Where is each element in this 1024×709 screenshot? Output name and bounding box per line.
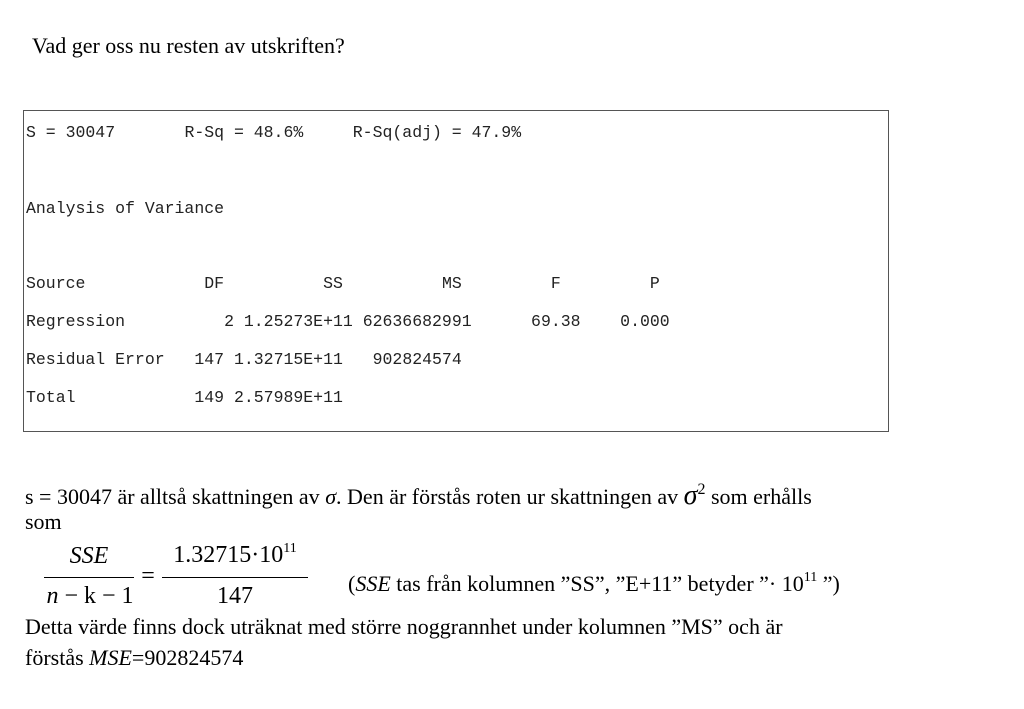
- col-ss: SS: [323, 274, 343, 293]
- col-f: F: [550, 274, 561, 293]
- sigma-symbol: σ: [683, 480, 698, 511]
- table-row: [26, 388, 343, 408]
- col-ms: MS: [441, 274, 462, 293]
- closing-line-1: Detta värde finns dock uträknat med större noggrannhet under kolumnen ”MS” och är: [25, 614, 783, 639]
- col-source: Source: [26, 274, 86, 293]
- row-df: 2: [224, 312, 234, 331]
- rsq-value: R-Sq = 48.6%: [184, 123, 304, 142]
- explanation-line-2: som: [25, 509, 62, 534]
- summary-line: [26, 123, 521, 143]
- anova-header-row: [26, 274, 660, 294]
- rsq-adj-value: R-Sq(adj) = 47.9%: [352, 123, 522, 142]
- note-text: (: [348, 571, 356, 596]
- table-row: [26, 312, 670, 332]
- explanation-text: . Den är förstås roten ur skattningen av: [336, 484, 684, 509]
- explanation-text: som erhålls: [705, 484, 812, 509]
- denominator-rest: − k − 1: [58, 583, 134, 609]
- s-value: S = 30047: [26, 123, 116, 142]
- rhs-denominator: 147: [217, 583, 253, 609]
- rhs-fraction-bar: [162, 577, 308, 578]
- lhs-fraction-bar: [44, 577, 134, 578]
- row-ss: 2.57989E+11: [233, 388, 343, 407]
- row-source: Regression: [26, 312, 126, 331]
- row-ss: 1.32715E+11: [233, 350, 343, 369]
- col-df: DF: [204, 274, 225, 293]
- note-exponent: 11: [803, 570, 818, 585]
- row-p: 0.000: [620, 312, 670, 331]
- rhs-mantissa: 1.32715·10: [173, 542, 284, 568]
- explanation-line-1: [25, 476, 812, 511]
- mse-label: MSE: [89, 645, 132, 670]
- note-sse: SSE: [355, 571, 391, 596]
- closing-text: förstås: [25, 645, 90, 670]
- lhs-denominator: [40, 583, 140, 610]
- explanation-text: s = 30047 är alltså skattningen av: [25, 484, 326, 509]
- anova-title: Analysis of Variance: [26, 199, 225, 218]
- row-df: 147: [194, 350, 225, 369]
- minitab-output-box: [23, 110, 889, 432]
- row-df: 149: [194, 388, 225, 407]
- row-source: Residual Error: [26, 350, 165, 369]
- note-text: tas från kolumnen ”SS”, ”E+11” betyder ”· 10: [390, 571, 804, 596]
- rhs-numerator: [160, 541, 310, 569]
- rhs-exponent: 11: [283, 541, 297, 556]
- mse-value: =902824574: [131, 645, 244, 670]
- row-source: Total: [26, 388, 76, 407]
- table-row: [26, 350, 462, 370]
- formula-note: [348, 564, 840, 598]
- sigma-exponent: 2: [697, 481, 706, 498]
- lhs-numerator: SSE: [69, 543, 109, 569]
- col-p: P: [649, 274, 660, 293]
- slide-heading: Vad ger oss nu resten av utskriften?: [32, 33, 345, 58]
- note-text: ”): [817, 571, 840, 596]
- row-ss: 1.25273E+11: [243, 312, 353, 331]
- equals-sign: =: [141, 563, 155, 589]
- closing-line-2: [25, 644, 243, 672]
- sigma-symbol: σ: [325, 484, 337, 509]
- row-f: 69.38: [531, 312, 581, 331]
- row-ms: 62636682991: [362, 312, 472, 331]
- n-variable: n: [46, 583, 59, 609]
- row-ms: 902824574: [372, 350, 462, 369]
